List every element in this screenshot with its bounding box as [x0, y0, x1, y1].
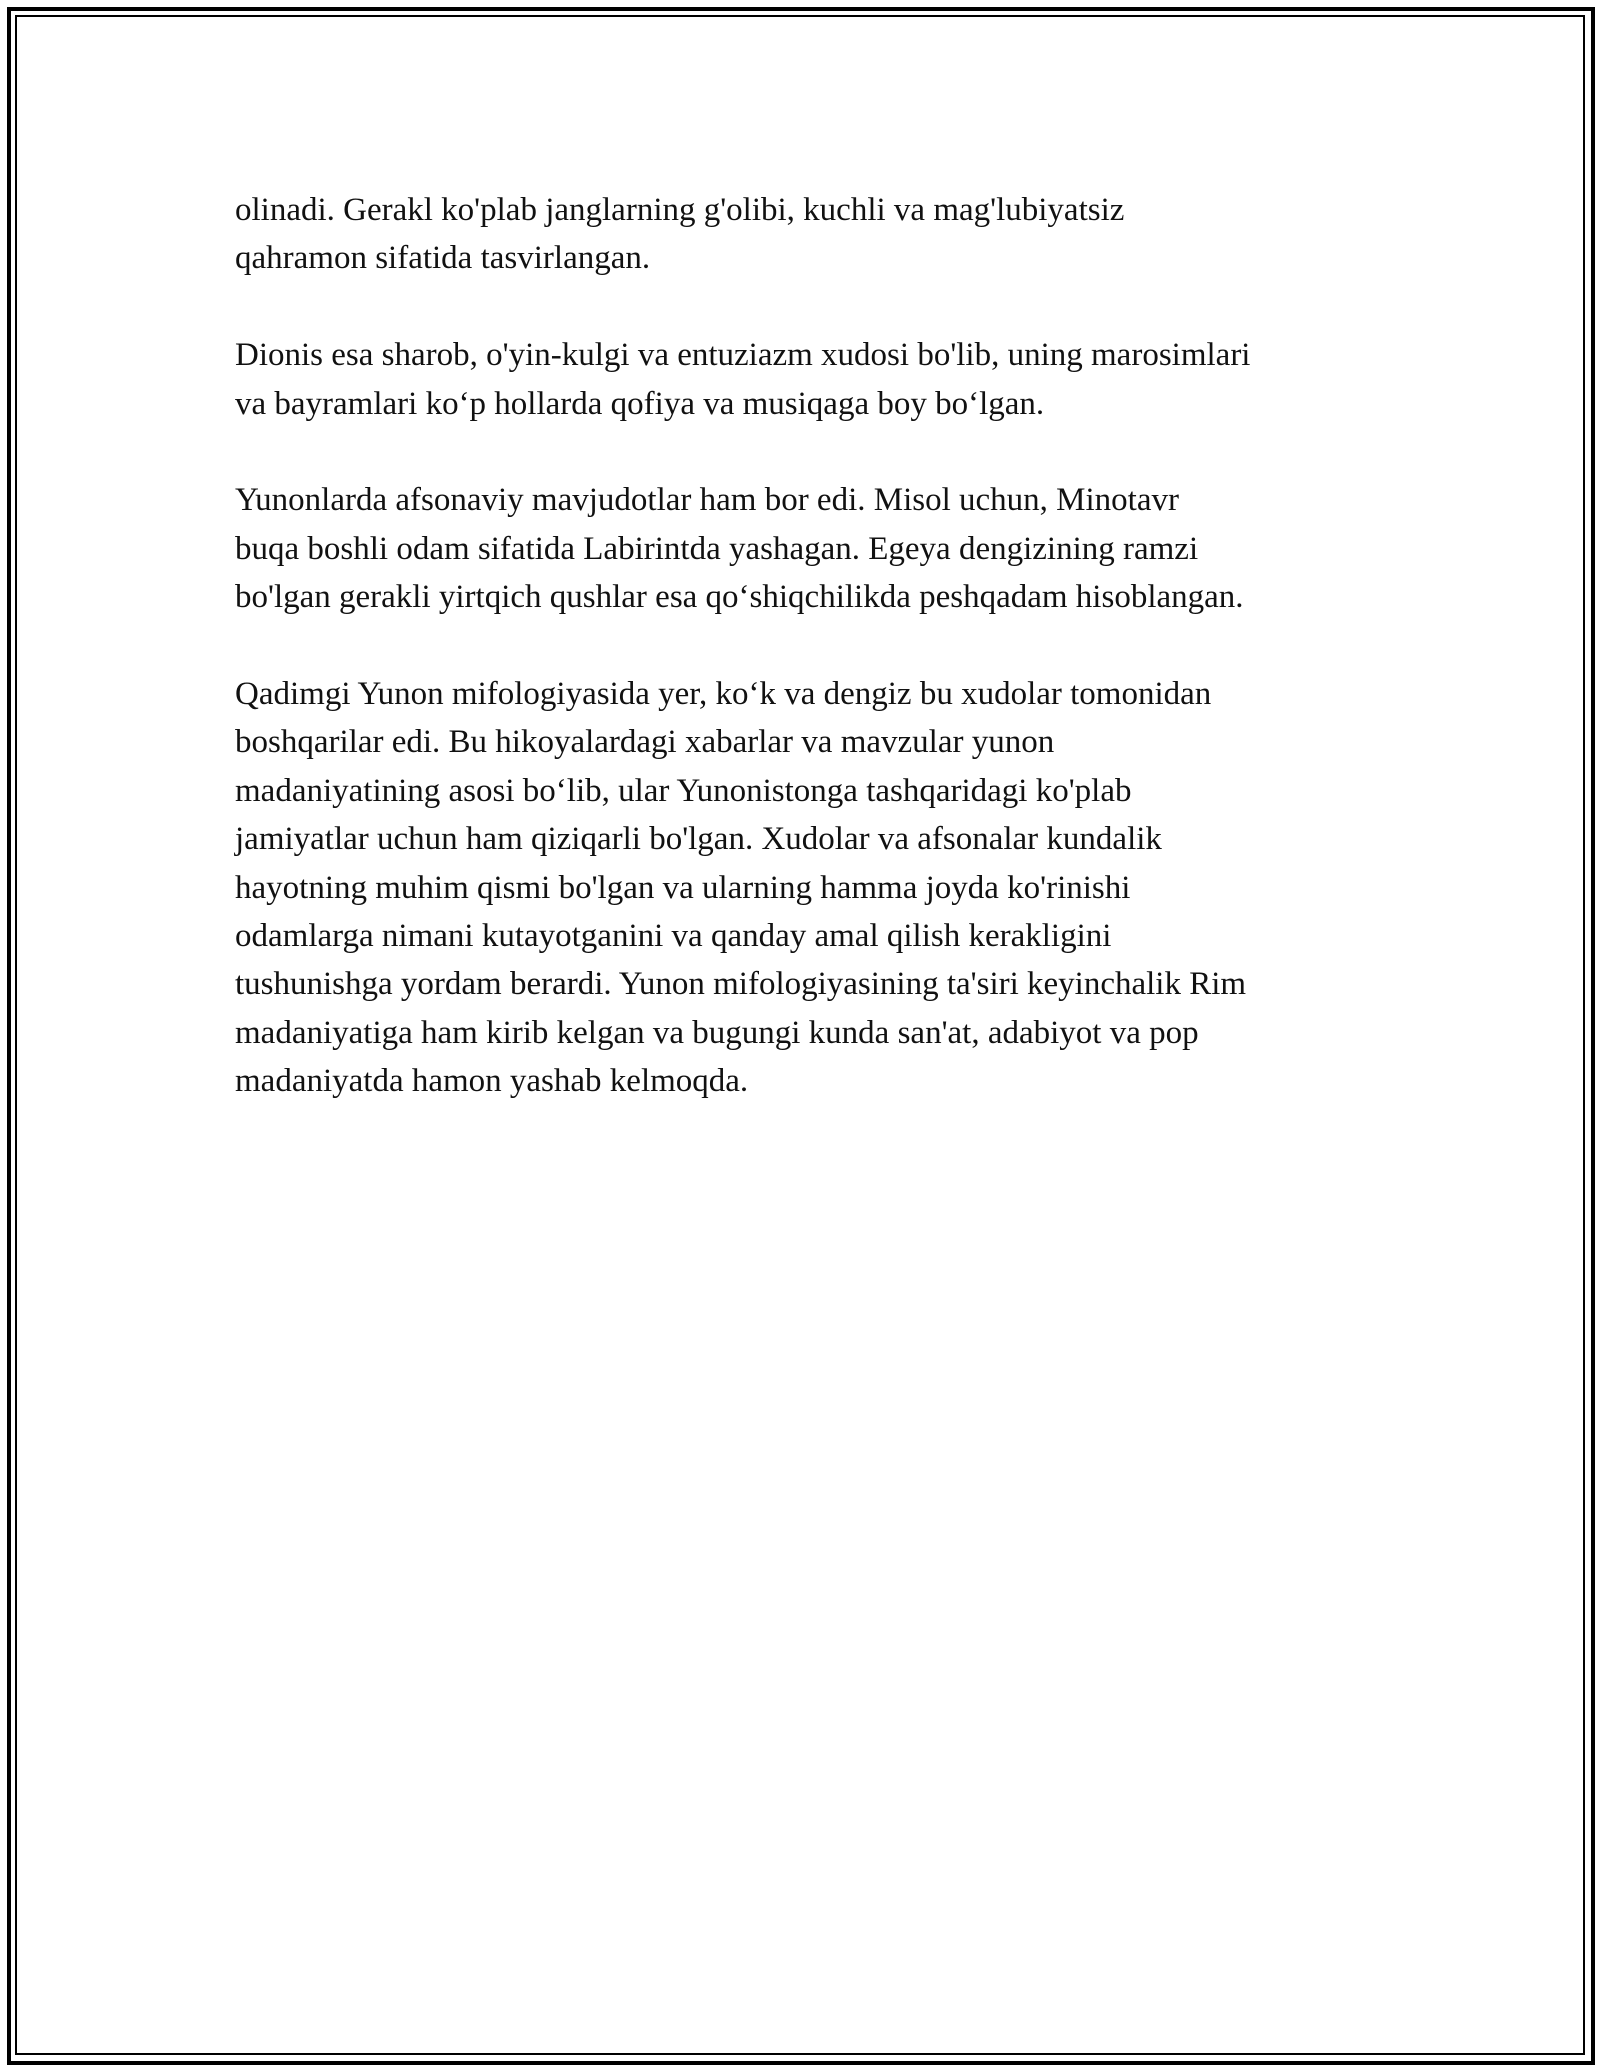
paragraph-3 — [235, 476, 1395, 621]
text-line: jamiyatlar uchun ham qiziqarli bo'lgan. Xudolar va afsonalar kundalik — [235, 821, 1162, 858]
text-line: madaniyatda hamon yashab kelmoqda. — [235, 1063, 749, 1100]
text-line: Qadimgi Yunon mifologiyasida yer, ko‘k va dengiz bu xudolar tomonidan — [235, 676, 1212, 713]
paragraph-2 — [235, 331, 1395, 428]
paragraph-4 — [235, 670, 1395, 1106]
text-line: boshqarilar edi. Bu hikoyalardagi xabarlar va mavzular yunon — [235, 724, 1055, 761]
text-line: madaniyatiga ham kirib kelgan va bugungi kunda san'at, adabiyot va pop — [235, 1014, 1199, 1051]
text-line: Dionis esa sharob, o'yin-kulgi va entuziazm xudosi bo'lib, uning marosimlari — [235, 337, 1251, 374]
text-line: madaniyatining asosi bo‘lib, ular Yunonistonga tashqaridagi ko'plab — [235, 772, 1132, 809]
text-line: odamlarga nimani kutayotganini va qanday amal qilish kerakligini — [235, 918, 1112, 955]
text-line: tushunishga yordam berardi. Yunon mifologiyasining ta'siri keyinchalik Rim — [235, 966, 1247, 1003]
text-line: Yunonlarda afsonaviy mavjudotlar ham bor edi. Misol uchun, Minotavr — [235, 482, 1179, 519]
text-line: va bayramlari ko‘p hollarda qofiya va musiqaga boy bo‘lgan. — [235, 385, 1045, 422]
text-line: hayotning muhim qismi bo'lgan va ularning hamma joyda ko'rinishi — [235, 869, 1131, 906]
document-body — [235, 186, 1395, 1154]
text-line: olinadi. Gerakl ko'plab janglarning g'olibi, kuchli va mag'lubiyatsiz — [235, 192, 1125, 228]
text-line: bo'lgan gerakli yirtqich qushlar esa qo‘shiqchilikda peshqadam hisoblangan. — [235, 579, 1244, 616]
paragraph-1 — [235, 186, 1395, 283]
text-line: buqa boshli odam sifatida Labirintda yashagan. Egeya dengizining ramzi — [235, 530, 1199, 567]
text-line: qahramon sifatida tasvirlangan. — [235, 240, 651, 277]
